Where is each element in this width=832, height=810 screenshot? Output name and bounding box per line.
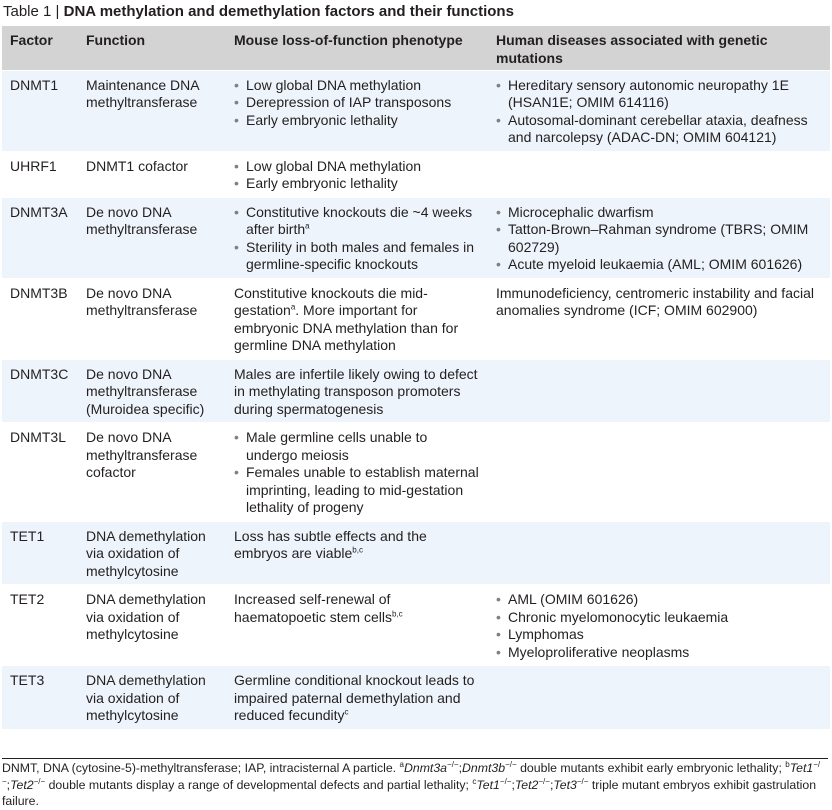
cell-text: . More important for embryonic DNA methylation than for germline DNA methylation — [234, 302, 459, 353]
separator: ; — [458, 761, 463, 775]
cell-text: Constitutive knockouts die mid-gestation — [234, 284, 428, 318]
list-item: • Myeloproliferative neoplasms — [496, 644, 824, 662]
function-cell: De novo DNA methyltransferase — [86, 203, 198, 237]
function-cell: Maintenance DNA methyltransferase — [86, 76, 199, 110]
genotype-sup: −/− — [538, 776, 550, 786]
diseases-cell — [488, 70, 830, 151]
footnote-text: triple mutant embryos exhibit gastrulation failure. — [2, 777, 817, 808]
gene-name: Tet2 — [10, 777, 34, 792]
separator: ; — [549, 777, 554, 792]
list-item: • Females unable to establish maternal imprinting, leading to mid-gestation lethality of progeny — [234, 464, 482, 517]
footnote-ref: b,c — [352, 545, 363, 555]
genotype-sup: −/− — [505, 759, 517, 769]
list-item: • Chronic myelomonocytic leukaemia — [496, 609, 824, 627]
list-item: • Early embryonic lethality — [234, 175, 482, 193]
table-row — [2, 521, 830, 585]
phenotype-cell — [226, 585, 488, 666]
phenotype-cell — [226, 197, 488, 278]
table-title: DNA methylation and demethylation factors and their functions — [63, 3, 514, 20]
header-row — [2, 26, 830, 70]
factor-cell: TET1 — [10, 527, 45, 544]
list-item: • Male germline cells unable to undergo meiosis — [234, 429, 482, 464]
footnote-intro: DNMT, DNA (cytosine-5)-methyltransferase; IAP, intracisternal A particle. — [2, 761, 400, 775]
table-row — [2, 278, 830, 359]
header-function: Function — [86, 32, 146, 48]
phenotype-cell — [226, 278, 488, 359]
factor-cell: TET2 — [10, 591, 45, 607]
list-item: • Early embryonic lethality — [234, 112, 482, 130]
function-cell: De novo DNA methyltransferase — [86, 284, 198, 318]
diseases-cell — [488, 197, 830, 278]
footnote-ref: b,c — [391, 608, 403, 618]
footnote-text: double mutants exhibit early embryonic lethality; — [516, 761, 786, 775]
genotype-sup: −/− — [33, 776, 46, 786]
factor-cell: DNMT3A — [10, 203, 68, 220]
genotype-sup: −/− — [2, 759, 821, 786]
table-row — [2, 151, 830, 197]
gene-name: Tet1 — [476, 777, 500, 792]
factor-cell: TET3 — [10, 672, 45, 688]
factor-cell: DNMT1 — [10, 76, 59, 93]
footnote-text: double mutants display a range of developmental defects and partial lethality; — [45, 777, 473, 792]
phenotype-cell — [226, 70, 488, 151]
footnote-ref: a — [305, 221, 310, 231]
footnote-mark: c — [472, 776, 477, 786]
item-text: Constitutive knockouts die ~4 weeks after birth — [246, 203, 473, 237]
list-item: • Tatton-Brown–Rahman syndrome (TBRS; OMIM 602729) — [496, 221, 824, 256]
gene-name: Dnmt3a — [403, 761, 448, 775]
table-row — [2, 197, 830, 278]
factor-cell: DNMT3L — [10, 429, 67, 445]
genotype-sup: −/− — [576, 776, 589, 786]
function-cell: DNA demethylation via oxidation of methylcytosine — [86, 591, 206, 642]
table-row — [2, 359, 830, 423]
list-item: • Low global DNA methylation — [234, 77, 482, 95]
diseases-cell — [488, 151, 830, 197]
function-cell: De novo DNA methyltransferase (Muroidea specific) — [86, 365, 205, 417]
phenotype-cell — [226, 666, 488, 729]
cell-text: Germline conditional knockout leads to impaired paternal demethylation and reduced fecundity — [234, 672, 475, 723]
table-caption — [3, 2, 514, 22]
separator: ; — [511, 777, 515, 792]
list-item: • AML (OMIM 601626) — [496, 591, 824, 609]
gene-name: Tet2 — [514, 777, 539, 792]
factor-cell: UHRF1 — [10, 157, 57, 174]
gene-name: Dnmt3b — [462, 761, 506, 775]
separator: ; — [6, 777, 11, 792]
cell-text: Increased self-renewal of haematopoetic stem cells — [234, 591, 392, 625]
table-row — [2, 666, 830, 729]
gene-name: Tet1 — [789, 761, 814, 775]
header-factor: Factor — [10, 32, 53, 48]
diseases-cell — [488, 359, 830, 423]
list-item — [234, 204, 482, 239]
header-phenotype: Mouse loss-of-function phenotype — [234, 32, 463, 48]
table-footnote — [2, 758, 828, 810]
diseases-cell — [488, 585, 830, 666]
function-cell: DNMT1 cofactor — [86, 157, 188, 174]
list-item: • Sterility in both males and females in germline-specific knockouts — [234, 239, 482, 274]
list-item: • Acute myeloid leukaemia (AML; OMIM 601626) — [496, 256, 824, 274]
phenotype-cell — [226, 151, 488, 197]
genotype-sup: −/− — [499, 776, 512, 786]
footnote-mark: a — [399, 759, 404, 769]
factor-cell: DNMT3B — [10, 284, 68, 301]
phenotype-cell — [226, 521, 488, 585]
list-item: • Derepression of IAP transposons — [234, 94, 482, 112]
phenotype-cell: Males are infertile likely owing to defect in methylating transposon promoters during spermatogenesis — [234, 365, 478, 417]
diseases-cell — [488, 521, 830, 585]
factor-cell: DNMT3C — [10, 365, 69, 382]
function-cell: DNA demethylation via oxidation of methylcytosine — [86, 527, 206, 579]
genotype-sup: −/− — [447, 759, 459, 769]
phenotype-cell — [226, 423, 488, 522]
footnote-ref: a — [290, 302, 296, 312]
factors-table — [2, 26, 830, 729]
list-item: • Microcephalic dwarfism — [496, 204, 824, 222]
function-cell: De novo DNA methyltransferase cofactor — [86, 429, 198, 480]
cell-text: Loss has subtle effects and the embryos are viable — [234, 527, 427, 561]
footnote-ref: c — [344, 707, 349, 717]
table-row — [2, 423, 830, 522]
list-item: • Hereditary sensory autonomic neuropathy 1E (HSAN1E; OMIM 614116) — [496, 77, 824, 112]
list-item: • Low global DNA methylation — [234, 158, 482, 176]
footnote-mark: b — [785, 759, 790, 769]
diseases-cell — [488, 666, 830, 729]
gene-name: Tet3 — [553, 777, 577, 792]
function-cell: DNA demethylation via oxidation of methylcytosine — [86, 672, 206, 723]
list-item: • Lymphomas — [496, 626, 824, 644]
diseases-cell — [488, 423, 830, 522]
table-number: Table 1 | — [3, 3, 60, 20]
list-item: • Autosomal-dominant cerebellar ataxia, deafness and narcolepsy (ADAC-DN; OMIM 604121) — [496, 112, 824, 147]
table-row — [2, 585, 830, 666]
header-diseases: Human diseases associated with genetic mutations — [496, 32, 768, 66]
diseases-cell: Immunodeficiency, centromeric instability and facial anomalies syndrome (ICF; OMIM 602900) — [496, 284, 814, 318]
table-row — [2, 70, 830, 151]
